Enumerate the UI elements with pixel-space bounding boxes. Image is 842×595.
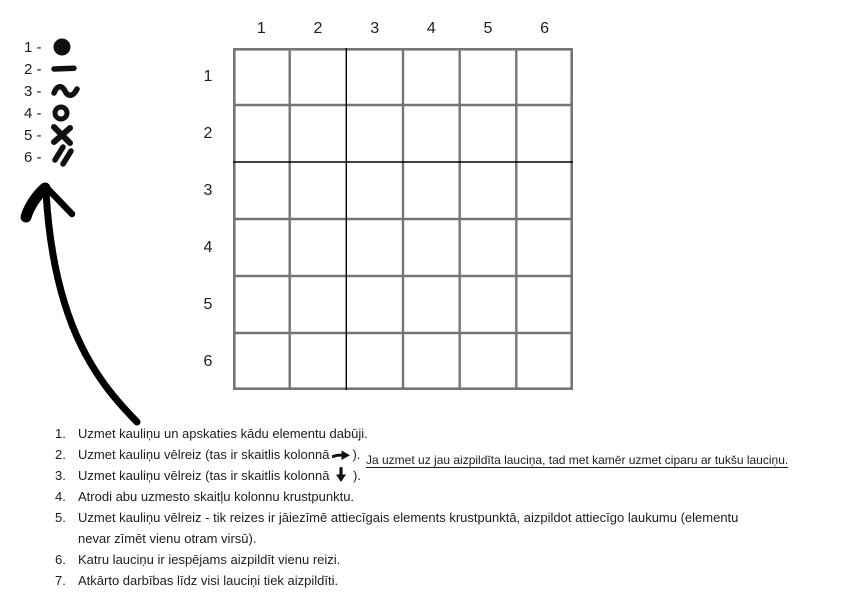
grid-cell	[516, 105, 573, 162]
instruction-text: Katru lauciņu ir iespējams aizpildīt vienu reizi.	[78, 552, 341, 567]
hand-drawn-arrow-icon	[12, 178, 152, 430]
grid-cell	[233, 276, 290, 333]
instruction-text: nevar zīmēt vienu otram virsū).	[78, 531, 257, 546]
instruction-item	[55, 550, 842, 571]
grid-cell	[460, 219, 517, 276]
grid-cell	[290, 162, 347, 219]
grid-cell	[346, 105, 403, 162]
wave-icon	[51, 80, 81, 102]
instruction-item	[55, 487, 842, 508]
row-header: 1	[203, 67, 213, 85]
column-header: 6	[540, 20, 550, 37]
grid-cell	[516, 162, 573, 219]
arrow-down-icon	[335, 467, 347, 488]
instruction-text: Uzmet kauliņu vēlreiz (tas ir skaitlis kolonnā ).	[78, 466, 361, 488]
instruction-text: Uzmet kauliņu vēlreiz (tas ir skaitlis kolonnā ).	[78, 445, 360, 466]
grid-cell	[516, 48, 573, 105]
legend-item	[24, 58, 81, 80]
instruction-number: 6.	[55, 552, 66, 567]
legend-number: 4 -	[24, 104, 42, 122]
instruction-item	[55, 466, 842, 487]
grid-cell	[516, 219, 573, 276]
grid-cell	[233, 48, 290, 105]
legend-item	[24, 146, 81, 168]
grid-cell	[460, 105, 517, 162]
row-header: 5	[203, 295, 213, 313]
grid-cell	[290, 219, 347, 276]
grid-cell	[233, 333, 290, 390]
instruction-number: 7.	[55, 573, 66, 588]
legend-item	[24, 80, 81, 102]
instruction-item	[55, 571, 842, 592]
grid-cell	[460, 333, 517, 390]
instruction-number: 1.	[55, 426, 66, 441]
grid-row-headers	[194, 48, 222, 390]
ring-icon	[51, 102, 81, 124]
legend-number: 2 -	[24, 60, 42, 78]
legend-item	[24, 102, 81, 124]
grid-cell	[290, 48, 347, 105]
grid-cell	[233, 219, 290, 276]
instruction-text: Uzmet kauliņu un apskaties kādu elementu dabūji.	[78, 426, 368, 441]
grid-cell	[346, 162, 403, 219]
grid-cell	[290, 105, 347, 162]
instruction-item	[55, 508, 842, 529]
instructions-list	[55, 424, 842, 592]
grid-cell	[346, 48, 403, 105]
column-header: 1	[256, 20, 266, 37]
grid-column-headers	[233, 20, 573, 38]
instruction-text: Atkārto darbības līdz visi lauciņi tiek aizpildīti.	[78, 573, 339, 588]
legend-number: 6 -	[24, 148, 42, 166]
grid-cell	[403, 48, 460, 105]
row-header: 4	[203, 238, 213, 256]
instruction-number: 4.	[55, 489, 66, 504]
grid-cell	[346, 219, 403, 276]
grid-cell	[290, 276, 347, 333]
double-slash-icon	[51, 146, 81, 168]
grid-cell	[403, 105, 460, 162]
grid-cell	[460, 162, 517, 219]
grid-cell	[233, 105, 290, 162]
dice-symbol-legend	[24, 36, 81, 168]
grid-cell	[403, 276, 460, 333]
row-header: 2	[203, 124, 213, 142]
legend-item	[24, 124, 81, 146]
instruction-text: Atrodi abu uzmesto skaitļu kolonnu krustpunktu.	[78, 489, 355, 504]
instruction-number: 5.	[55, 510, 66, 525]
column-header: 2	[313, 20, 323, 37]
grid-cell	[403, 333, 460, 390]
grid-cell	[460, 276, 517, 333]
grid-cell	[290, 333, 347, 390]
grid-cell	[403, 162, 460, 219]
instruction-text: Uzmet kauliņu vēlreiz - tik reizes ir jāiezīmē attiecīgais elements krustpunktā, aizpildot attiecīgo laukumu (elementu	[78, 510, 739, 525]
column-header: 4	[426, 20, 436, 37]
legend-item	[24, 36, 81, 58]
grid-cell	[233, 162, 290, 219]
instruction-item	[55, 424, 842, 445]
grid-cell	[460, 48, 517, 105]
legend-number: 3 -	[24, 82, 42, 100]
arrow-right-icon	[332, 447, 351, 466]
legend-number: 5 -	[24, 126, 42, 144]
thick-dash-icon	[51, 58, 81, 80]
note-underlined: Ja uzmet uz jau aizpildīta lauciņa, tad met kamēr uzmet ciparu ar tukšu lauciņu.	[366, 453, 789, 467]
instruction-number: 3.	[55, 468, 66, 483]
instruction-item-continuation	[55, 529, 842, 550]
grid-cell	[516, 276, 573, 333]
column-header: 3	[370, 20, 380, 37]
cross-x-icon	[51, 124, 81, 146]
instruction-number: 2.	[55, 447, 66, 462]
grid-cells	[233, 48, 573, 390]
grid-cell	[516, 333, 573, 390]
grid-cell	[403, 219, 460, 276]
row-header: 3	[203, 181, 213, 199]
grid-cell	[346, 333, 403, 390]
dice-grid	[233, 48, 573, 390]
filled-circle-icon	[51, 36, 81, 58]
legend-number: 1 -	[24, 38, 42, 56]
grid-cell	[346, 276, 403, 333]
row-header: 6	[203, 352, 213, 370]
column-header: 5	[483, 20, 493, 37]
